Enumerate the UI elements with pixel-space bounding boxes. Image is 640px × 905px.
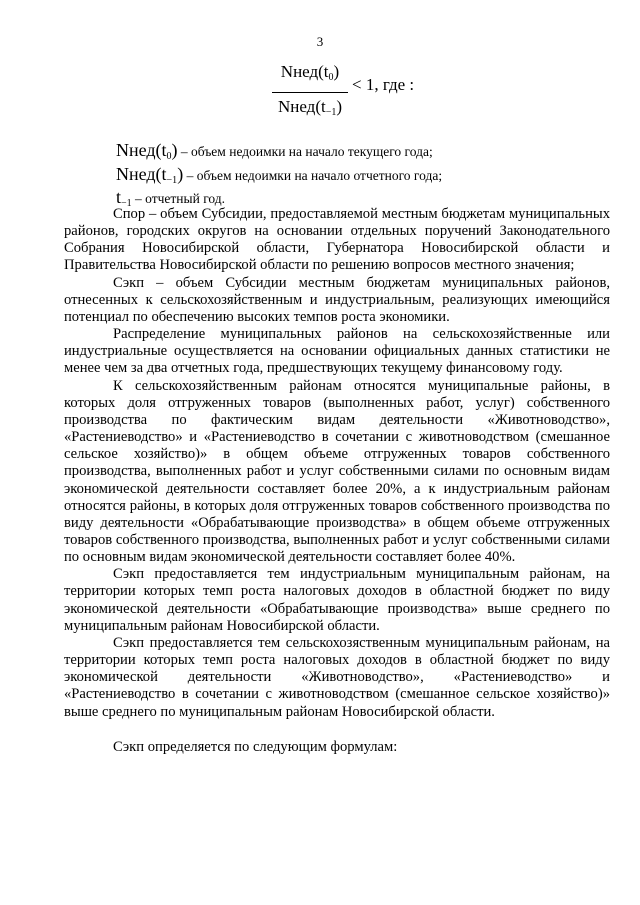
paragraph-agricultural: Сэкп предоставляется тем сельскохозяственным муниципальным районам, на территории которых темп роста налоговых доходов в областной бюджет по виду экономической деятельности «Животноводство», «Растениеводство» и «Растениеводство в сочетании с животноводством (смешанное сельское хозяйство)» выше среднего по муниципальным районам Новосибирской области. [64,634,610,720]
paragraph-spor: Спор – объем Субсидии, предоставляемой местным бюджетам муниципальных районов, городских округов на основании отдельных поручений Законодательного Собрания Новосибирской области, Губернатора Новосибирской области и Правительства Новосибирской области по решению вопросов местного значения; [64,206,610,274]
definition-t-minus-one: $t_{-1}$ – отчетный год. [116,187,226,209]
formula-denominator: $Nнед(t_{-1})$ [277,97,343,118]
formula-numerator: $Nнед(t_0)$ [280,62,340,83]
definition-reporting-year: $Nнед(t_{-1})$ – объем недоимки на начало отчетного года; [116,164,443,186]
fraction-bar [272,92,348,93]
page-number: 3 [316,34,324,49]
definition-current-year: $Nнед(t_0)$ – объем недоимки на начало текущего года; [116,140,433,162]
formula-condition: < 1, где : [352,75,415,94]
body-text [64,206,610,756]
paragraph-industrial: Сэкп предоставляется тем индустриальным муниципальным районам, на территории которых темп роста налоговых доходов в областной бюджет по виду экономической деятельности «Обрабатывающие производства» выше среднего по муниципальным районам Новосибирской области. [64,566,610,634]
paragraph-district-types: К сельскохозяйственным районам относятся муниципальные районы, в которых доля отгруженных товаров (выполненных работ, услуг) собственного производства по фактическим видам деятельности «Животноводство», «Растениеводство» и «Растениеводство в сочетании с животноводством (смешанное сельское хозяйство)» в общем объеме отгруженных товаров собственного производства, выполненных работ и услуг собственными силами по основным видам экономической деятельности составляет более 20%, а к индустриальным районам относятся районы, в которых доля отгруженных товаров собственного производства по виду деятельности «Обрабатывающие производства» в общем объеме отгруженных товаров собственного производства, выполненных работ и услуг собственными силами по основным видам экономической деятельности составляет более 40%. [64,377,610,566]
formula-fraction [272,60,348,125]
paragraph-formulas-intro: Сэкп определяется по следующим формулам: [113,738,398,755]
paragraph-distribution: Распределение муниципальных районов на сельскохозяйственные или индустриальные осуществляется на основании официальных данных статистики не менее чем за два отчетных года, предшествующих текущему финансовому году. [64,326,610,377]
paragraph-sekp-definition: Сэкп – объем Субсидии местным бюджетам муниципальных районов, отнесенных к сельскохозяйственным и индустриальным, реализующих имеющийся потенциал по обеспечению высоких темпов роста экономики. [64,274,610,325]
